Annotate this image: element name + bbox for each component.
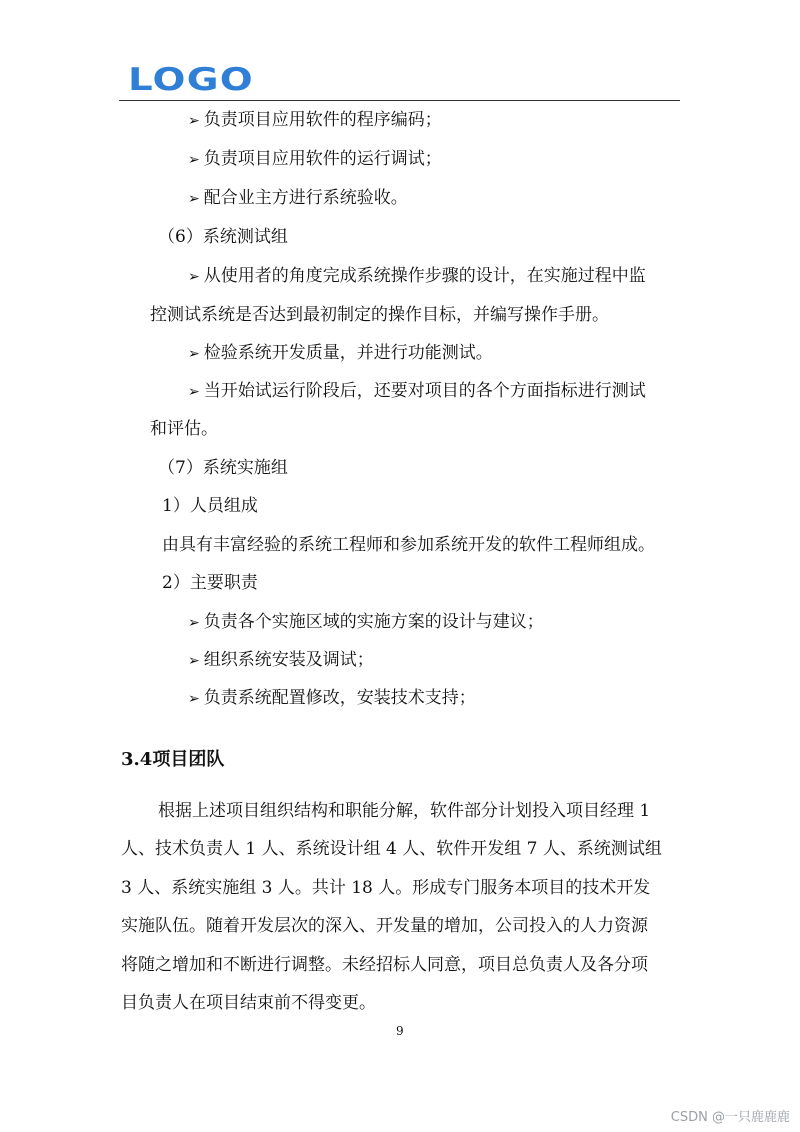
bullet-text: 当开始试运行阶段后，还要对项目的各个方面指标进行测试 [203, 381, 646, 401]
bullet-text: 负责项目应用软件的运行调试； [203, 149, 442, 169]
bullet-item [188, 343, 493, 364]
bullet-arrow-icon: ➢ [188, 191, 200, 207]
bullet-item [188, 688, 476, 709]
bullet-text: 从使用者的角度完成系统操作步骤的设计，在实施过程中监 [203, 266, 646, 286]
bullet-text: 检验系统开发质量，并进行功能测试。 [203, 343, 493, 363]
bullet-arrow-icon: ➢ [188, 269, 200, 285]
section-paragraph-line: 目负责人在项目结束前不得变更。 [121, 993, 376, 1013]
bullet-item [188, 110, 442, 131]
bullet-arrow-icon: ➢ [188, 691, 200, 707]
bullet-arrow-icon: ➢ [188, 384, 200, 400]
header-logo: LOGO [128, 62, 255, 98]
bullet-continuation: 控测试系统是否达到最初制定的操作目标，并编写操作手册。 [150, 305, 609, 325]
section-paragraph-line: 人、技术负责人 1 人、系统设计组 4 人、软件开发组 7 人、系统测试组 [121, 839, 662, 859]
bullet-arrow-icon: ➢ [188, 615, 200, 631]
page-number: 9 [396, 1024, 404, 1038]
bullet-continuation: 和评估。 [150, 419, 218, 439]
bullet-text: 组织系统安装及调试； [203, 650, 374, 670]
bullet-text: 负责系统配置修改，安装技术支持； [203, 688, 476, 708]
bullet-item [188, 381, 646, 402]
section-paragraph-line: 实施队伍。随着开发层次的深入、开发量的增加，公司投入的人力资源 [121, 916, 648, 936]
subsection-title: （7）系统实施组 [158, 458, 288, 478]
subsection-title: （6）系统测试组 [158, 227, 288, 247]
bullet-item [188, 612, 544, 633]
bullet-item [188, 188, 408, 209]
section-paragraph-line: 3 人、系统实施组 3 人。共计 18 人。形成专门服务本项目的技术开发 [121, 878, 651, 898]
bullet-arrow-icon: ➢ [188, 346, 200, 362]
item-label: 2）主要职责 [162, 573, 258, 593]
bullet-arrow-icon: ➢ [188, 113, 200, 129]
section-heading: 3.4项目团队 [121, 749, 225, 770]
bullet-item [188, 650, 374, 671]
watermark: CSDN @一只鹿鹿鹿 [670, 1110, 790, 1125]
section-paragraph-line: 将随之增加和不断进行调整。未经招标人同意，项目总负责人及各分项 [121, 955, 648, 975]
item-label: 1）人员组成 [162, 496, 258, 516]
paragraph-text: 由具有丰富经验的系统工程师和参加系统开发的软件工程师组成。 [162, 535, 655, 555]
section-paragraph-line: 根据上述项目组织结构和职能分解，软件部分计划投入项目经理 1 [158, 801, 651, 821]
header-rule [119, 100, 680, 101]
bullet-item [188, 266, 646, 287]
bullet-text: 配合业主方进行系统验收。 [203, 188, 408, 208]
bullet-arrow-icon: ➢ [188, 653, 200, 669]
bullet-text: 负责各个实施区域的实施方案的设计与建议； [203, 612, 544, 632]
bullet-arrow-icon: ➢ [188, 152, 200, 168]
bullet-text: 负责项目应用软件的程序编码； [203, 110, 442, 130]
bullet-item [188, 149, 442, 170]
